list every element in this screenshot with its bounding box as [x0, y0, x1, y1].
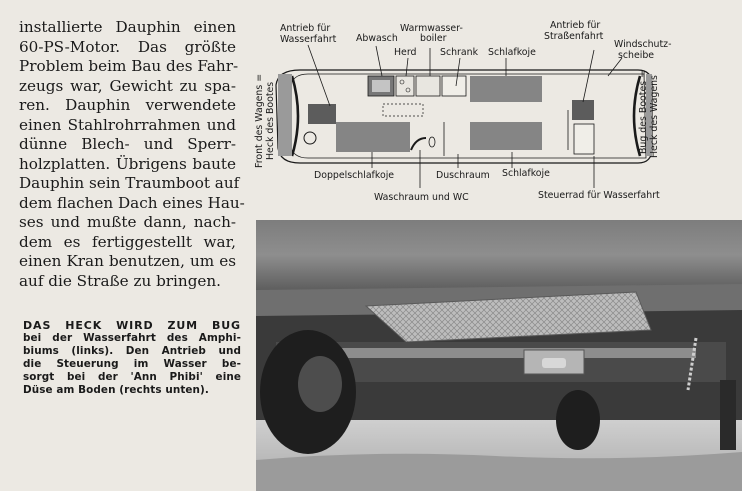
- caption-heading: DAS HECK WIRD ZUM BUG: [23, 319, 241, 332]
- vehicle-underside-photo: [256, 220, 742, 491]
- sink-basin: [372, 80, 390, 92]
- label-herd: Herd: [394, 47, 417, 58]
- body-line: dem es fertiggestellt war,: [19, 232, 236, 251]
- body-line: einen Kran benutzen, um es: [19, 252, 236, 270]
- label-schrank: Schrank: [440, 47, 479, 58]
- hull-side: [256, 220, 742, 290]
- washroom-door-arc: [411, 138, 426, 150]
- label-antrieb-strasse: Straßenfahrt: [544, 31, 604, 42]
- rear-leg: [720, 380, 736, 450]
- body-line: einen Stahlrohrrahmen und: [19, 115, 236, 134]
- label-antrieb-wasser: Wasserfahrt: [280, 34, 337, 45]
- nozzle: [542, 358, 566, 368]
- body-line: dünne Blech- und Sperr-: [19, 135, 236, 153]
- upper-bunk: [470, 76, 542, 102]
- lower-bunk: [470, 122, 542, 150]
- label-warmwasser: boiler: [420, 33, 447, 44]
- label-doppelschlafkoje: Doppelschlafkoje: [314, 170, 395, 181]
- body-line: auf die Straße zu bringen.: [19, 271, 222, 290]
- body-line: ses und mußte dann, nach-: [19, 213, 236, 231]
- ground-texture: [256, 452, 742, 491]
- label-antrieb-strasse: Antrieb für: [550, 20, 601, 31]
- label-schlafkoje-bottom: Schlafkoje: [502, 168, 550, 179]
- toilet-icon: [429, 137, 435, 147]
- chassis-rail: [316, 348, 696, 358]
- caption-line: bei der Wasserfahrt des Amphi-: [23, 332, 241, 344]
- label-abwasch: Abwasch: [356, 33, 398, 44]
- body-line: Problem beim Bau des Fahr-: [19, 57, 239, 75]
- front-windshield: [292, 76, 298, 156]
- table-dashed: [383, 104, 423, 116]
- steering-wheel-water-mount: [574, 124, 594, 154]
- body-line: ren. Dauphin verwendete: [19, 96, 236, 114]
- floor-plan-diagram: [248, 10, 742, 215]
- rear-wheel-icon: [556, 390, 600, 450]
- label-front-wagen: Heck des Bootes: [265, 81, 276, 160]
- boiler: [416, 76, 440, 96]
- label-antrieb-wasser: Antrieb für: [280, 23, 331, 34]
- front-hatch: [278, 74, 292, 156]
- steering-wheel-front-icon: [304, 132, 316, 144]
- label-duschraum: Duschraum: [436, 170, 490, 181]
- label-bug-boot: Bug des Bootes =: [638, 70, 649, 154]
- label-waschraum: Waschraum und WC: [374, 192, 469, 203]
- label-steuerrad: Steuerrad für Wasserfahrt: [538, 190, 660, 201]
- stove: [396, 76, 414, 96]
- body-line: 60-PS-Motor. Das größte: [19, 37, 236, 56]
- cabinet: [442, 76, 466, 96]
- body-line: installierte Dauphin einen: [19, 18, 236, 36]
- caption-line: sorgt bei der 'Ann Phibi' eine: [23, 371, 241, 383]
- body-line: holzplatten. Übrigens baute: [19, 154, 236, 173]
- wheel-hub: [298, 356, 342, 412]
- caption-line: Düse am Boden (rechts unten).: [23, 384, 209, 396]
- body-line: Dauphin sein Traumboot auf: [19, 174, 240, 192]
- label-bug-boot: Heck des Wagens: [649, 75, 660, 158]
- caption-line: biums (links). Den Antrieb und: [23, 345, 241, 357]
- body-line: zeugs war, Gewicht zu spa-: [19, 76, 236, 95]
- engine-block-road-drive: [572, 100, 594, 120]
- label-windschutz: Windschutz-: [614, 39, 672, 50]
- engine-block-water-drive: [308, 104, 336, 124]
- article-body-text: [19, 18, 245, 291]
- body-line: dem flachen Dach eines Hau-: [19, 193, 245, 212]
- label-schlafkoje-top: Schlafkoje: [488, 47, 536, 58]
- photo-caption: [23, 319, 241, 397]
- label-front-wagen: Front des Wagens =: [254, 73, 265, 168]
- label-windschutz: scheibe: [618, 50, 655, 61]
- caption-line: die Steuerung im Wasser be-: [23, 358, 241, 370]
- label-warmwasser: Warmwasser-: [400, 23, 463, 34]
- double-bunk: [336, 122, 410, 152]
